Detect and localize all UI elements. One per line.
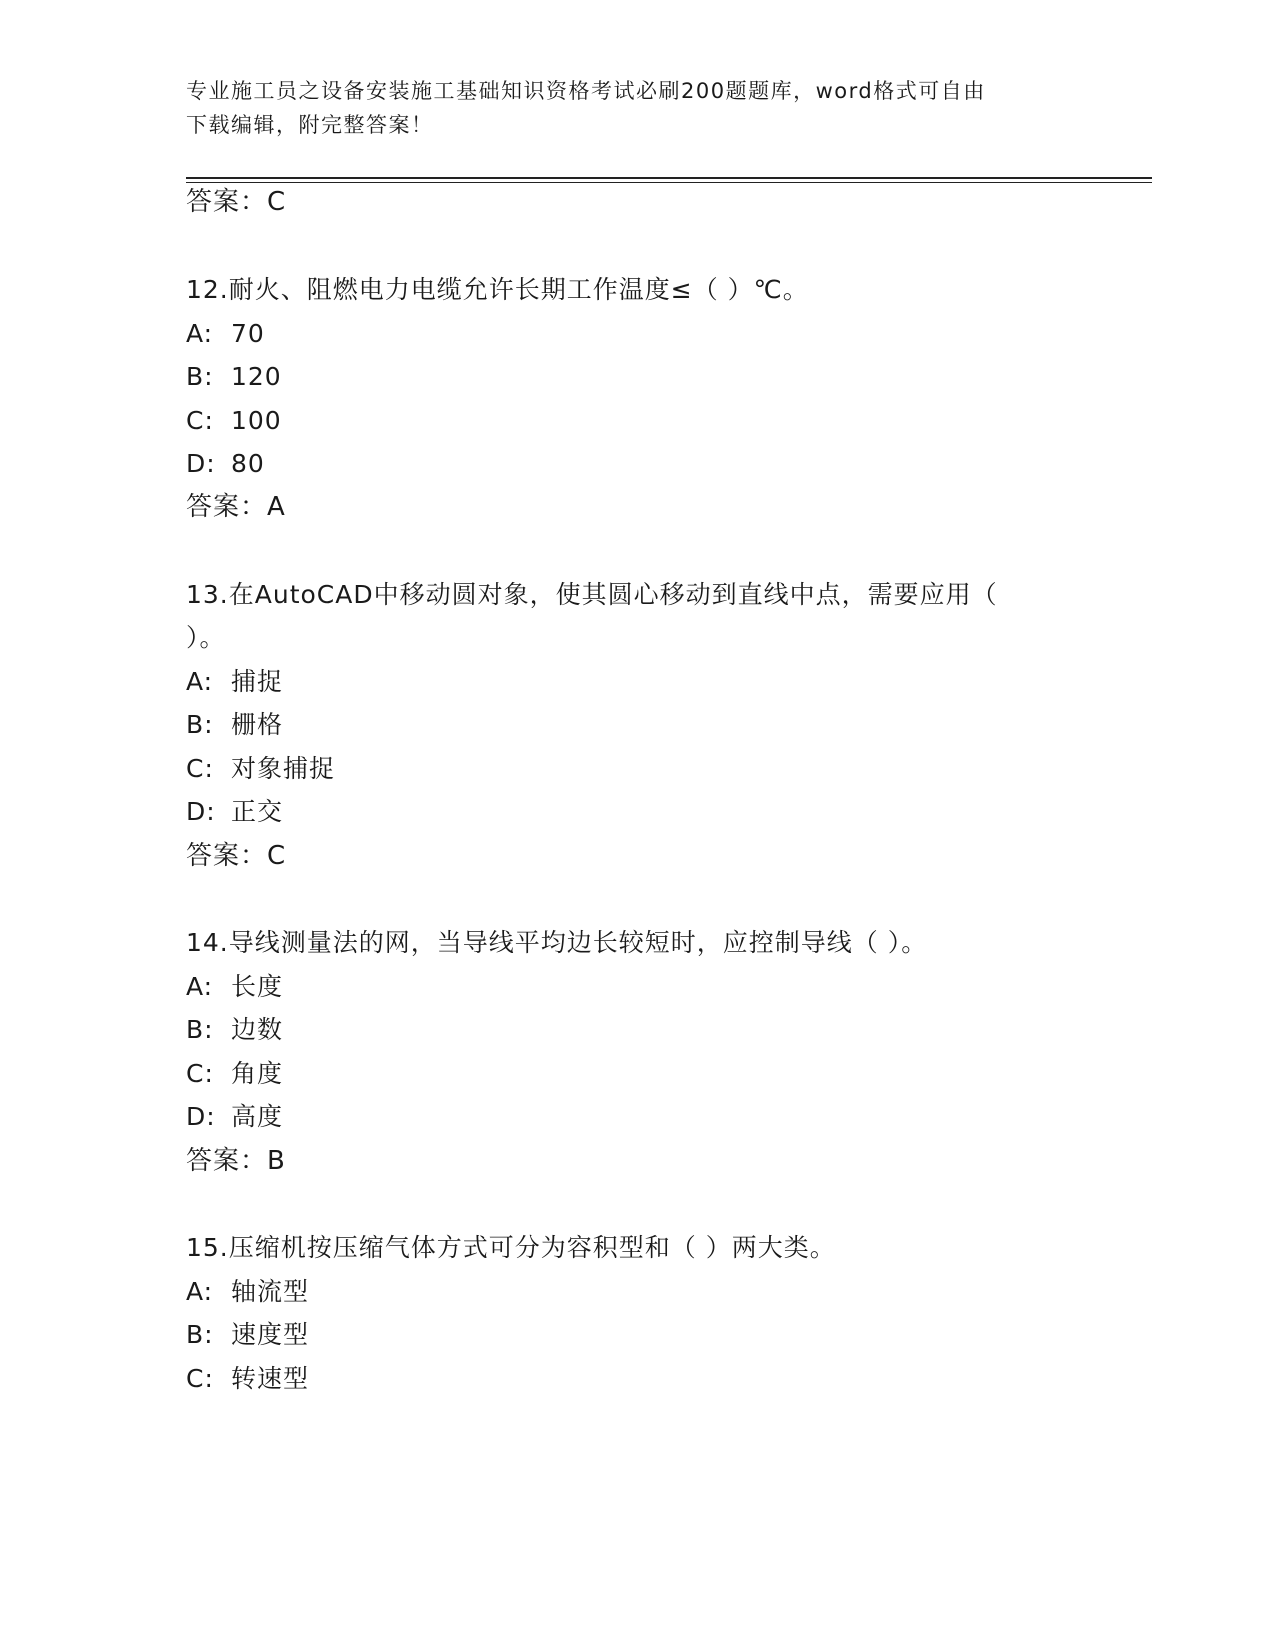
question-14-stem: 14.导线测量法的网，当导线平均边长较短时，应控制导线（ ）。	[186, 928, 928, 957]
document-header	[186, 74, 1076, 142]
option-text: 100	[231, 406, 282, 435]
option-text: 捕捉	[231, 667, 284, 696]
option-text: 轴流型	[231, 1277, 310, 1306]
option-label: B:	[186, 710, 214, 739]
question-15-option-c	[186, 1363, 309, 1395]
option-text: 70	[231, 319, 265, 348]
option-label: C:	[186, 1059, 214, 1088]
option-label: B:	[186, 1015, 214, 1044]
question-13-option-a	[186, 666, 283, 698]
question-12-answer: 答案：A	[186, 492, 286, 522]
header-divider	[186, 177, 1152, 179]
answer-prev: 答案：C	[186, 187, 287, 217]
question-12-option-d	[186, 448, 265, 480]
question-15-option-a	[186, 1276, 309, 1308]
question-13-option-b	[186, 709, 283, 741]
question-14-option-b	[186, 1014, 283, 1046]
option-text: 高度	[231, 1102, 284, 1131]
option-text: 角度	[231, 1059, 284, 1088]
option-label: C:	[186, 1364, 214, 1393]
question-15-option-b	[186, 1319, 309, 1351]
question-14-option-d	[186, 1101, 283, 1133]
option-label: B:	[186, 362, 214, 391]
option-text: 速度型	[231, 1320, 310, 1349]
question-13-stem: 13.在AutoCAD中移动圆对象，使其圆心移动到直线中点，需要应用（	[186, 580, 998, 609]
question-12-stem: 12.耐火、阻燃电力电缆允许长期工作温度≤（ ）℃。	[186, 275, 809, 304]
option-label: A:	[186, 667, 214, 696]
question-14-answer: 答案：B	[186, 1146, 286, 1176]
option-text: 120	[231, 362, 282, 391]
question-14-option-a	[186, 971, 283, 1003]
question-14-option-c	[186, 1058, 283, 1090]
header-line-2: 下载编辑，附完整答案！	[186, 113, 434, 137]
option-text: 栅格	[231, 710, 284, 739]
header-line-1: 专业施工员之设备安装施工基础知识资格考试必刷200题题库，word格式可自由	[186, 79, 986, 103]
question-15-stem: 15.压缩机按压缩气体方式可分为容积型和（ ）两大类。	[186, 1233, 836, 1262]
question-13-stem-cont: ）。	[186, 623, 226, 652]
option-label: D:	[186, 1102, 216, 1131]
option-label: D:	[186, 797, 216, 826]
option-text: 80	[231, 449, 265, 478]
question-13-answer: 答案：C	[186, 841, 287, 871]
option-text: 转速型	[231, 1364, 310, 1393]
option-text: 正交	[231, 797, 284, 826]
option-label: A:	[186, 319, 214, 348]
option-label: C:	[186, 406, 214, 435]
option-label: C:	[186, 754, 214, 783]
question-13-option-d	[186, 796, 283, 828]
question-12-option-b	[186, 361, 282, 393]
option-label: D:	[186, 449, 216, 478]
header-divider-thin	[186, 182, 1152, 183]
option-label: A:	[186, 972, 214, 1001]
option-label: B:	[186, 1320, 214, 1349]
option-text: 对象捕捉	[231, 754, 336, 783]
question-12-option-c	[186, 405, 282, 437]
option-label: A:	[186, 1277, 214, 1306]
question-12-option-a	[186, 318, 265, 350]
option-text: 边数	[231, 1015, 284, 1044]
option-text: 长度	[231, 972, 284, 1001]
question-13-option-c	[186, 753, 335, 785]
